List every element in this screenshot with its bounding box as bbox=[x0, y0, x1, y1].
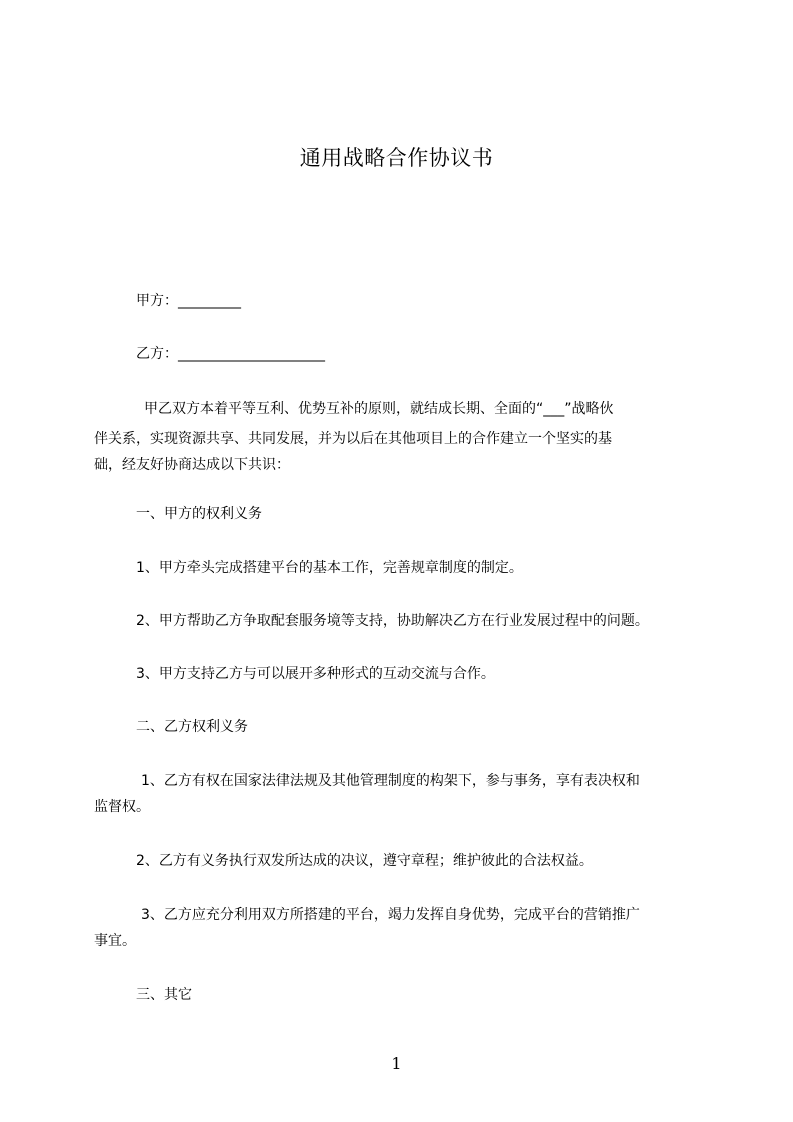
section-1-heading: 一、甲方的权利义务 bbox=[136, 506, 262, 522]
document-title: 通用战略合作协议书 bbox=[299, 146, 494, 170]
page-number: 1 bbox=[391, 1054, 402, 1073]
section-2-item-2: 2、乙方有义务执行双发所达成的决议，遵守章程；维护彼此的合法权益。 bbox=[136, 853, 593, 869]
section-1-item-2: 2、甲方帮助乙方争取配套服务境等支持，协助解决乙方在行业发展过程中的问题。 bbox=[136, 613, 649, 629]
section-2-item-1-line-1: 1、乙方有权在国家法律法规及其他管理制度的构架下，参与事务，享有表决权和 bbox=[141, 773, 640, 789]
party-a-line: 甲方：_________ bbox=[136, 293, 241, 309]
intro-line-1: 甲乙双方本着平等互利、优势互补的原则，就结成长期、全面的“___”战略伙 bbox=[144, 401, 614, 417]
section-2-item-1-line-2: 监督权。 bbox=[94, 799, 150, 815]
section-2-item-3-line-2: 事宜。 bbox=[94, 933, 136, 949]
intro-line-2: 伴关系，实现资源共享、共同发展，并为以后在其他项目上的合作建立一个坚实的基 bbox=[94, 431, 612, 447]
intro-line-3: 础，经友好协商达成以下共识： bbox=[94, 457, 290, 473]
party-b-line: 乙方：_____________________ bbox=[136, 346, 325, 362]
section-2-heading: 二、乙方权利义务 bbox=[136, 719, 248, 735]
section-1-item-1: 1、甲方牵头完成搭建平台的基本工作，完善规章制度的制定。 bbox=[136, 560, 523, 576]
section-3-heading: 三、其它 bbox=[136, 987, 192, 1003]
section-1-item-3: 3、甲方支持乙方与可以展开多种形式的互动交流与合作。 bbox=[136, 666, 495, 682]
section-2-item-3-line-1: 3、乙方应充分利用双方所搭建的平台，竭力发挥自身优势，完成平台的营销推广 bbox=[141, 907, 640, 923]
